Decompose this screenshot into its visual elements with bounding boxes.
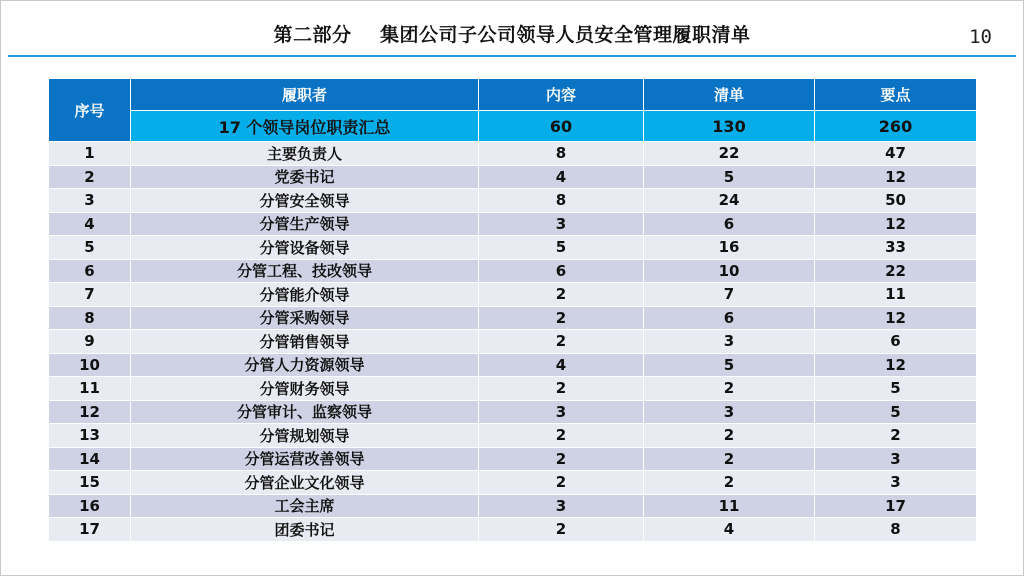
cell-list: 4 (644, 518, 815, 542)
cell-content: 2 (479, 424, 644, 448)
table-row (49, 212, 977, 236)
cell-content: 4 (479, 165, 644, 189)
table-row (49, 189, 977, 213)
cell-content: 2 (479, 330, 644, 354)
table-row (49, 306, 977, 330)
cell-content: 6 (479, 259, 644, 283)
table-row (49, 471, 977, 495)
cell-content: 5 (479, 236, 644, 260)
title-divider (8, 55, 1016, 57)
cell-list: 24 (644, 189, 815, 213)
page-number: 10 (969, 26, 992, 48)
cell-role: 分管财务领导 (131, 377, 479, 401)
cell-content: 2 (479, 471, 644, 495)
cell-points: 50 (815, 189, 977, 213)
cell-list: 2 (644, 424, 815, 448)
table-row (49, 424, 977, 448)
cell-seq: 10 (49, 353, 131, 377)
cell-seq: 12 (49, 400, 131, 424)
header-list: 清单 (644, 79, 815, 111)
cell-content: 4 (479, 353, 644, 377)
cell-content: 2 (479, 518, 644, 542)
cell-role: 分管安全领导 (131, 189, 479, 213)
cell-role: 分管销售领导 (131, 330, 479, 354)
cell-seq: 15 (49, 471, 131, 495)
cell-points: 47 (815, 142, 977, 166)
cell-role: 分管设备领导 (131, 236, 479, 260)
cell-role: 分管企业文化领导 (131, 471, 479, 495)
cell-points: 12 (815, 306, 977, 330)
summary-role: 17 个领导岗位职责汇总 (131, 111, 479, 142)
table-row (49, 377, 977, 401)
cell-role: 主要负责人 (131, 142, 479, 166)
cell-points: 6 (815, 330, 977, 354)
cell-seq: 14 (49, 447, 131, 471)
cell-list: 5 (644, 165, 815, 189)
page-title: 第二部分 集团公司子公司领导人员安全管理履职清单 (273, 24, 751, 46)
cell-list: 7 (644, 283, 815, 307)
table-header-row (49, 79, 977, 111)
cell-list: 11 (644, 494, 815, 518)
header-role: 履职者 (131, 79, 479, 111)
cell-list: 6 (644, 212, 815, 236)
cell-seq: 8 (49, 306, 131, 330)
cell-seq: 13 (49, 424, 131, 448)
cell-role: 分管审计、监察领导 (131, 400, 479, 424)
cell-role: 分管运营改善领导 (131, 447, 479, 471)
cell-seq: 1 (49, 142, 131, 166)
cell-seq: 16 (49, 494, 131, 518)
cell-content: 3 (479, 400, 644, 424)
cell-list: 2 (644, 377, 815, 401)
cell-seq: 2 (49, 165, 131, 189)
cell-role: 工会主席 (131, 494, 479, 518)
cell-content: 8 (479, 142, 644, 166)
cell-list: 2 (644, 471, 815, 495)
table-row (49, 518, 977, 542)
cell-list: 10 (644, 259, 815, 283)
cell-content: 2 (479, 447, 644, 471)
cell-seq: 9 (49, 330, 131, 354)
cell-role: 分管能介领导 (131, 283, 479, 307)
cell-content: 3 (479, 212, 644, 236)
cell-list: 22 (644, 142, 815, 166)
table-row (49, 165, 977, 189)
cell-seq: 5 (49, 236, 131, 260)
cell-seq: 17 (49, 518, 131, 542)
cell-role: 分管工程、技改领导 (131, 259, 479, 283)
cell-points: 12 (815, 212, 977, 236)
cell-points: 12 (815, 353, 977, 377)
cell-role: 分管采购领导 (131, 306, 479, 330)
table-row (49, 283, 977, 307)
cell-seq: 11 (49, 377, 131, 401)
summary-content: 60 (479, 111, 644, 142)
table-row (49, 494, 977, 518)
table-row (49, 447, 977, 471)
cell-role: 团委书记 (131, 518, 479, 542)
cell-content: 3 (479, 494, 644, 518)
cell-role: 分管生产领导 (131, 212, 479, 236)
header-points: 要点 (815, 79, 977, 111)
summary-row (49, 111, 977, 142)
table-body (49, 142, 977, 542)
cell-points: 3 (815, 471, 977, 495)
cell-seq: 7 (49, 283, 131, 307)
cell-points: 11 (815, 283, 977, 307)
summary-points: 260 (815, 111, 977, 142)
table-row (49, 142, 977, 166)
cell-points: 22 (815, 259, 977, 283)
summary-list: 130 (644, 111, 815, 142)
cell-points: 33 (815, 236, 977, 260)
table-row (49, 259, 977, 283)
table-row (49, 400, 977, 424)
table-row (49, 330, 977, 354)
header-seq: 序号 (49, 79, 131, 142)
cell-points: 2 (815, 424, 977, 448)
cell-seq: 4 (49, 212, 131, 236)
cell-list: 2 (644, 447, 815, 471)
cell-points: 12 (815, 165, 977, 189)
duty-list-table (48, 78, 977, 542)
cell-points: 5 (815, 377, 977, 401)
cell-points: 17 (815, 494, 977, 518)
cell-list: 3 (644, 400, 815, 424)
cell-role: 分管人力资源领导 (131, 353, 479, 377)
cell-content: 2 (479, 306, 644, 330)
cell-list: 5 (644, 353, 815, 377)
cell-content: 2 (479, 377, 644, 401)
cell-list: 6 (644, 306, 815, 330)
header-content: 内容 (479, 79, 644, 111)
cell-list: 16 (644, 236, 815, 260)
cell-seq: 3 (49, 189, 131, 213)
cell-content: 8 (479, 189, 644, 213)
cell-list: 3 (644, 330, 815, 354)
cell-role: 分管规划领导 (131, 424, 479, 448)
cell-seq: 6 (49, 259, 131, 283)
cell-content: 2 (479, 283, 644, 307)
cell-role: 党委书记 (131, 165, 479, 189)
table-row (49, 353, 977, 377)
cell-points: 3 (815, 447, 977, 471)
cell-points: 5 (815, 400, 977, 424)
table-row (49, 236, 977, 260)
cell-points: 8 (815, 518, 977, 542)
